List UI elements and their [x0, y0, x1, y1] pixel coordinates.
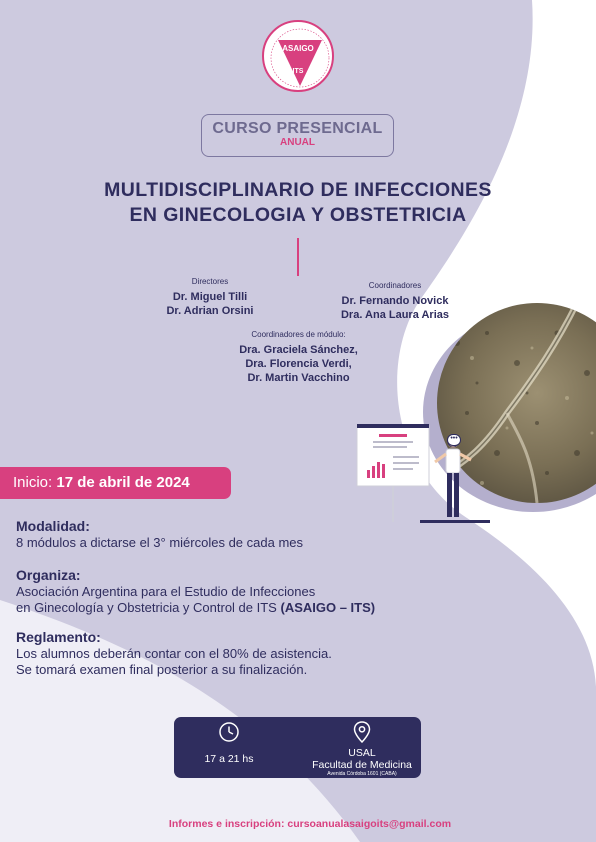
- main-title: [40, 178, 556, 228]
- organizer-heading: Organiza:: [16, 567, 81, 583]
- time-info: [192, 721, 266, 765]
- coordinators-label: Coordinadores: [368, 281, 422, 290]
- place-line-1: USAL: [348, 747, 376, 759]
- module-coordinators-block: [226, 328, 371, 385]
- coordinator-name: Dra. Ana Laura Arias: [340, 309, 449, 321]
- start-date: 17 de abril de 2024: [56, 474, 190, 491]
- rules-heading: Reglamento:: [16, 629, 101, 645]
- logo-sub: ITS: [292, 68, 304, 75]
- organizer-line-1: Asociación Argentina para el Estudio de Infecciones: [16, 584, 316, 599]
- modality-text: 8 módulos a dictarse el 3° miércoles de cada mes: [16, 535, 304, 550]
- details-box: [174, 717, 421, 778]
- module-coordinator-name: Dra. Florencia Verdi,: [245, 358, 352, 370]
- module-coordinator-name: Dr. Martin Vacchino: [247, 372, 350, 384]
- speech-bubble-icon: •••: [447, 434, 461, 446]
- module-coordinators-label: Coordinadores de módulo:: [251, 330, 346, 339]
- directors-block: [150, 275, 270, 318]
- place-info: [292, 721, 432, 777]
- title-divider: [297, 238, 299, 276]
- presenter-illustration: [355, 420, 490, 525]
- logo-triangle-icon: [264, 22, 336, 94]
- time-text: 17 a 21 hs: [204, 753, 254, 765]
- main-title-line-1: MULTIDISCIPLINARIO DE INFECCIONES: [104, 179, 492, 201]
- module-coordinator-name: Dra. Graciela Sánchez,: [239, 344, 358, 356]
- place-line-2: Facultad de Medicina: [312, 759, 412, 771]
- organizer-line-2-wrap: [16, 600, 476, 616]
- coordinator-name: Dr. Fernando Novick: [341, 295, 449, 307]
- contact-line: Informes e inscripción: cursoanualasaigoits@gmail.com: [168, 818, 452, 830]
- rules-line-1: Los alumnos deberán contar con el 80% de asistencia.: [16, 646, 332, 661]
- organizer-section: [16, 567, 476, 616]
- clock-icon: [218, 721, 240, 743]
- course-subtitle: ANUAL: [280, 137, 315, 148]
- director-name: Dr. Adrian Orsini: [166, 305, 254, 317]
- rules-line-2: Se tomará examen final posterior a su finalización.: [16, 662, 308, 677]
- start-date-badge: [0, 467, 231, 499]
- coordinators-block: [330, 279, 460, 322]
- start-label: Inicio:: [13, 474, 53, 491]
- course-type-box: [201, 114, 394, 157]
- organizer-line-2: en Ginecología y Obstetricia y Control de ITS: [16, 600, 277, 615]
- director-name: Dr. Miguel Tilli: [172, 291, 248, 303]
- directors-label: Directores: [191, 277, 229, 286]
- location-pin-icon: [353, 721, 371, 743]
- rules-section: [16, 629, 476, 678]
- course-title: CURSO PRESENCIAL: [212, 120, 383, 137]
- place-address: Avenida Córdoba 1601 (CABA): [327, 771, 397, 777]
- logo-name: ASAIGO: [282, 44, 314, 53]
- asaigo-logo: [262, 20, 334, 92]
- main-title-line-2: EN GINECOLOGIA Y OBSTETRICIA: [129, 204, 467, 226]
- place-text: [292, 747, 432, 777]
- modality-heading: Modalidad:: [16, 518, 90, 534]
- organizer-abbr: (ASAIGO – ITS): [280, 600, 376, 615]
